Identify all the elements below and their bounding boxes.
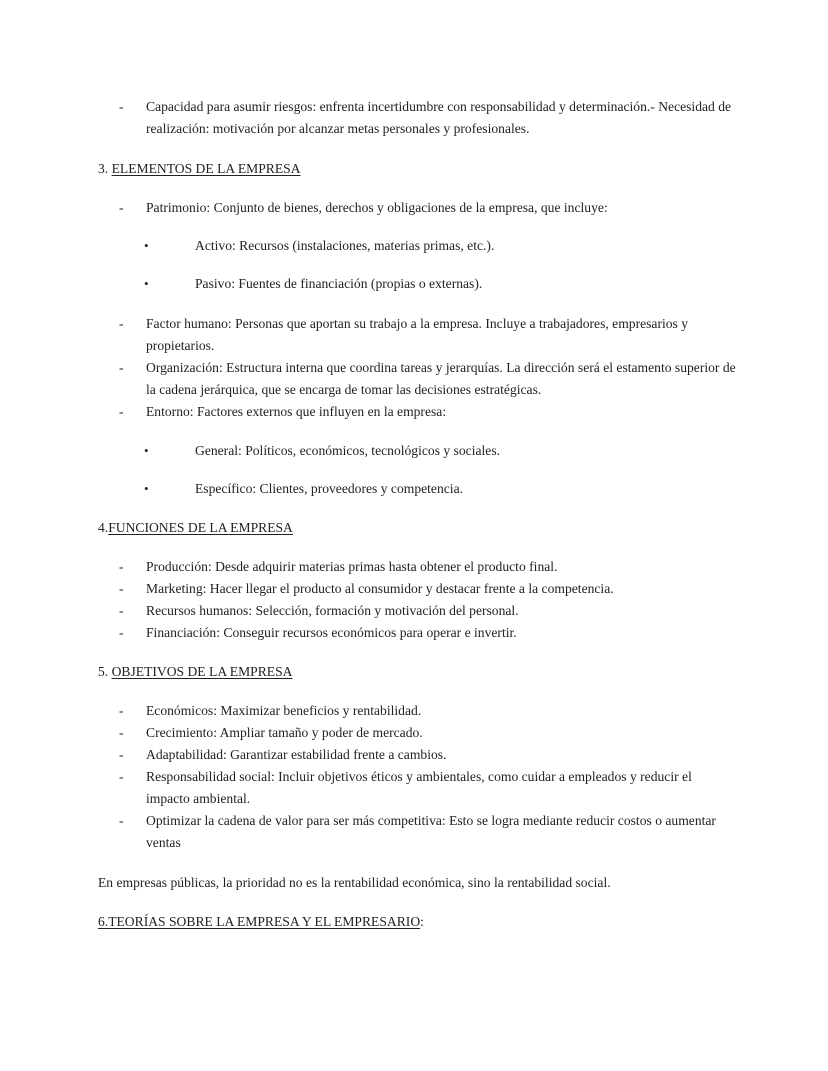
- list-item-text: Organización: Estructura interna que coordina tareas y jerarquías. La dirección será el estamento superior de la cadena jerárquica, que se encarga de tomar las decisiones estratégicas.: [146, 360, 736, 397]
- list-item-text: Patrimonio: Conjunto de bienes, derechos y obligaciones de la empresa, que incluye:: [146, 200, 608, 215]
- bullet-item-text: Pasivo: Fuentes de financiación (propias o externas).: [195, 276, 483, 291]
- section-4-heading: [98, 517, 293, 539]
- dash-marker: -: [119, 316, 124, 331]
- dash-marker: -: [119, 813, 124, 828]
- list-item: [0, 722, 736, 744]
- section-title: TEORÍAS SOBRE LA EMPRESA Y EL EMPRESARIO: [108, 914, 421, 929]
- section-3-list-patrimonio: [0, 197, 828, 219]
- list-item-text: Económicos: Maximizar beneficios y rentabilidad.: [146, 703, 422, 718]
- dash-marker: -: [119, 200, 124, 215]
- list-item-text: Entorno: Factores externos que influyen en la empresa:: [146, 404, 447, 419]
- list-item-text: Financiación: Conseguir recursos económicos para operar e invertir.: [146, 625, 517, 640]
- dash-marker: -: [119, 360, 124, 375]
- list-item-text: Recursos humanos: Selección, formación y motivación del personal.: [146, 603, 519, 618]
- section-6-heading: [98, 911, 424, 933]
- list-item-text: Optimizar la cadena de valor para ser más competitiva: Esto se logra mediante reducir costos o aumentar ventas: [146, 813, 716, 850]
- section-title-suffix: :: [420, 914, 424, 929]
- dash-marker: -: [119, 559, 124, 574]
- section-number: 3.: [98, 161, 112, 176]
- section-number: 4.: [98, 520, 109, 535]
- dash-marker: -: [119, 99, 124, 114]
- list-item-text: Crecimiento: Ampliar tamaño y poder de mercado.: [146, 725, 423, 740]
- list-item-text: Marketing: Hacer llegar el producto al consumidor y destacar frente a la competencia.: [146, 581, 614, 596]
- list-item-text: Factor humano: Personas que aportan su trabajo a la empresa. Incluye a trabajadores, empresarios y propietarios.: [146, 316, 689, 353]
- top-list: [0, 96, 828, 140]
- bullet-marker: •: [144, 276, 149, 291]
- dash-marker: -: [119, 769, 124, 784]
- bullet-item-text: Activo: Recursos (instalaciones, materias primas, etc.).: [195, 238, 495, 253]
- list-item: [0, 357, 736, 401]
- list-item: [0, 700, 736, 722]
- bullet-item-text: General: Políticos, económicos, tecnológicos y sociales.: [195, 443, 501, 458]
- section-number: 5.: [98, 664, 112, 679]
- section-5-list: [0, 700, 828, 854]
- dash-marker: -: [119, 625, 124, 640]
- dash-marker: -: [119, 603, 124, 618]
- dash-marker: -: [119, 725, 124, 740]
- section-title: OBJETIVOS DE LA EMPRESA: [111, 664, 293, 679]
- section-title: FUNCIONES DE LA EMPRESA: [108, 520, 293, 535]
- section-5-heading: [98, 661, 292, 683]
- list-item: [0, 766, 736, 810]
- bullet-marker: •: [144, 238, 149, 253]
- bullet-marker: •: [144, 481, 149, 496]
- list-item: [0, 578, 736, 600]
- bullet-marker: •: [144, 443, 149, 458]
- dash-marker: -: [119, 404, 124, 419]
- section-3-list-middle: [0, 313, 828, 423]
- list-item: [0, 96, 736, 140]
- list-item: [0, 401, 736, 423]
- list-item: [0, 556, 736, 578]
- list-item-text: Producción: Desde adquirir materias primas hasta obtener el producto final.: [146, 559, 558, 574]
- section-title: ELEMENTOS DE LA EMPRESA: [111, 161, 301, 176]
- bullet-item-text: Específico: Clientes, proveedores y competencia.: [195, 481, 463, 496]
- list-item: [0, 810, 736, 854]
- list-item: [0, 197, 736, 219]
- list-item: [0, 313, 736, 357]
- dash-marker: -: [119, 703, 124, 718]
- dash-marker: -: [119, 581, 124, 596]
- section-3-heading: [98, 158, 301, 180]
- dash-marker: -: [119, 747, 124, 762]
- list-item: [0, 600, 736, 622]
- list-item-text: Adaptabilidad: Garantizar estabilidad frente a cambios.: [146, 747, 447, 762]
- section-4-list: [0, 556, 828, 644]
- list-item-text: Responsabilidad social: Incluir objetivos éticos y ambientales, como cuidar a empleados y reducir el impacto ambiental.: [146, 769, 692, 806]
- closing-paragraph: En empresas públicas, la prioridad no es la rentabilidad económica, sino la rentabilidad social.: [98, 875, 611, 890]
- list-item: [0, 744, 736, 766]
- section-number: 6.: [98, 914, 109, 929]
- list-item: [0, 622, 736, 644]
- list-item-text: Capacidad para asumir riesgos: enfrenta incertidumbre con responsabilidad y determinación.- Necesidad de realización: motivación por alcanzar metas personales y profesionales.: [146, 99, 732, 136]
